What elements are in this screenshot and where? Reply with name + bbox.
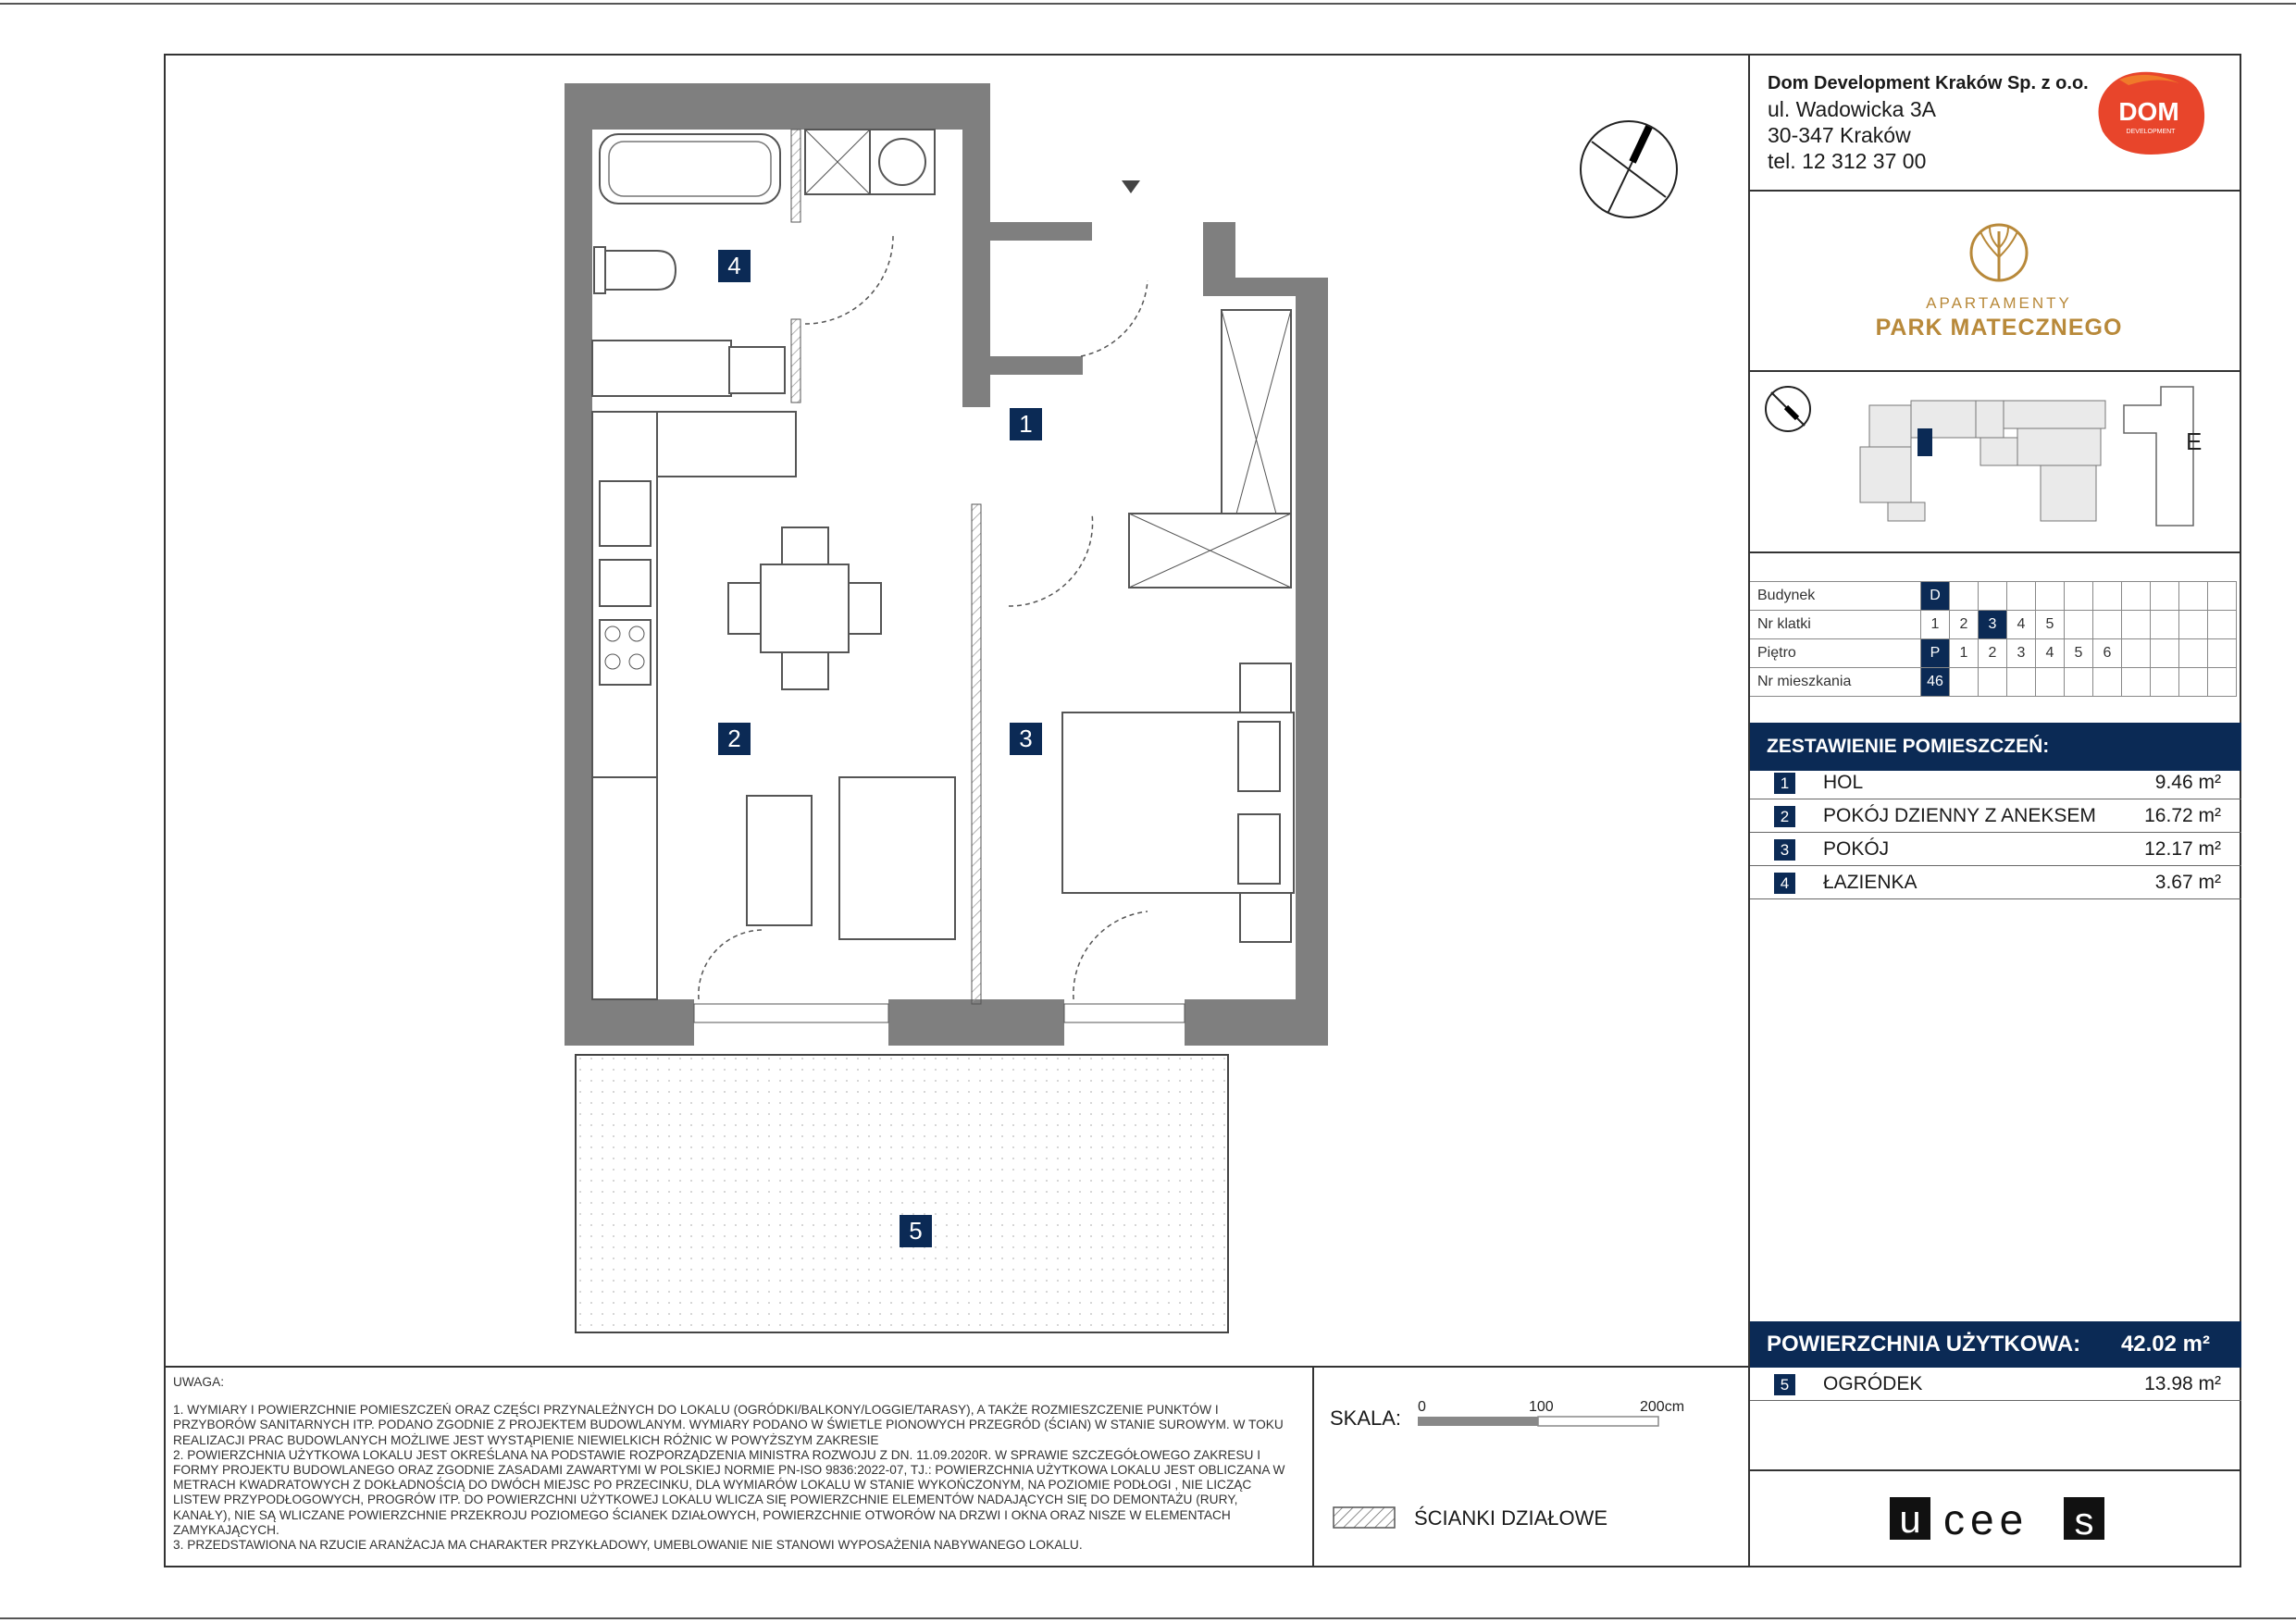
- grid-cell: 46: [1921, 668, 1950, 697]
- sofa: [839, 777, 955, 939]
- note-1: 1. WYMIARY I POWIERZCHNIE POMIESZCZEŃ ORAZ CZĘŚCI PRZYNALEŻNYCH DO LOKALU (OGRÓDKI/BALKONY/LOGGIE/TARASY), A TAKŻE ROZMIESZCZENIE PUNKTÓW I PRZYBORÓW SANITARNYCH ITP. PODANO ZGODNIE Z PROJEKTEM BUDOWLANYM. WYMIARY PODANO W ŚWIETLE PIONOWYCH PRZEGRÓD (ŚCIAN) W STANIE SUROWYM. W TOKU REALIZACJI PRAC BUDOWLANYCH MOŻLIWE JEST WYSTĄPIENIE NIEWIELKICH RÓŻNIC W POWYŻSZYM ZAKRESIE: [173, 1403, 1284, 1447]
- grid-row-klatka: [1750, 611, 2237, 639]
- tree-icon: [1869, 211, 2128, 294]
- dom-logo-text: DOM: [2118, 97, 2179, 126]
- balcony-door: [1064, 1004, 1185, 1022]
- room-area: 12.17 m²: [2144, 838, 2221, 860]
- room-area: 16.72 m²: [2144, 805, 2221, 826]
- plan-label-4: 4: [718, 250, 751, 282]
- garden-area: [576, 1055, 1228, 1332]
- grid-cell: D: [1921, 582, 1950, 611]
- notes: [173, 1375, 1297, 1553]
- svg-text:u: u: [1899, 1497, 1921, 1541]
- svg-text:cee: cee: [1943, 1495, 2029, 1543]
- company-name: Dom Development Kraków Sp. z o.o.: [1768, 73, 2089, 93]
- grid-row-budynek: [1750, 582, 2237, 611]
- room-num: 3: [1774, 839, 1795, 861]
- north-arrow-icon: [1573, 116, 1684, 227]
- plan-label-2: 2: [718, 723, 751, 755]
- plan-label-5: 5: [900, 1215, 932, 1247]
- total-area: [1750, 1321, 2241, 1368]
- room-num: 2: [1774, 806, 1795, 827]
- grid-row-pietro: [1750, 639, 2237, 668]
- scale-bar: [1407, 1395, 1703, 1442]
- divider: [1312, 1366, 1314, 1567]
- grid-cell: 3: [1979, 611, 2007, 639]
- divider: [1750, 551, 2241, 553]
- total-value: 42.02 m²: [2120, 1332, 2210, 1357]
- rooms-heading: ZESTAWIENIE POMIESZCZEŃ:: [1750, 723, 2241, 771]
- grid-cell: 1: [1921, 611, 1950, 639]
- keyplan-building-label: E: [2186, 427, 2203, 455]
- grid-cell: 2: [1979, 639, 2007, 668]
- ucees-logo: [1888, 1493, 2110, 1545]
- room-num: 5: [1774, 1374, 1795, 1395]
- toilet-icon: [594, 247, 605, 293]
- project-line1: APARTAMENTY: [1926, 294, 2072, 312]
- grid-label: Nr mieszkania: [1750, 668, 1921, 697]
- svg-text:s: s: [2074, 1499, 2094, 1542]
- room-area: 3.67 m²: [2154, 872, 2221, 893]
- grid-cell: 4: [2007, 611, 2036, 639]
- microwave-icon: [600, 560, 651, 606]
- dom-development-logo: [2091, 67, 2210, 159]
- key-plan: [1758, 378, 2240, 544]
- room-row: [1750, 866, 2241, 899]
- project-line2: PARK MATECZNEGO: [1875, 315, 2123, 341]
- room-row: [1750, 799, 2241, 833]
- room-name: POKÓJ DZIENNY Z ANEKSEM: [1823, 805, 2096, 826]
- note-3: 3. PRZEDSTAWIONA NA RZUCIE ARANŻACJA MA CHARAKTER PRZYKŁADOWY, UMEBLOWANIE NIE STANOWI WYPOSAŻENIA NABYWANEGO LOKALU.: [173, 1538, 1083, 1553]
- room-name: OGRÓDEK: [1823, 1373, 1923, 1394]
- plan-label-1: 1: [1010, 408, 1042, 440]
- grid-label: Piętro: [1750, 639, 1921, 668]
- top-rule: [0, 3, 2296, 5]
- company-street: ul. Wadowicka 3A: [1768, 97, 1936, 121]
- scale-label: SKALA:: [1330, 1406, 1402, 1430]
- room-num: 1: [1774, 773, 1795, 794]
- partition-hatch-icon: [1333, 1506, 1397, 1530]
- entrance-marker-icon: [1122, 180, 1140, 193]
- grid-label: Nr klatki: [1750, 611, 1921, 639]
- selected-unit-marker: [1917, 428, 1932, 456]
- dom-logo-sub: DEVELOPMENT: [2126, 129, 2176, 135]
- project-logo: [1869, 211, 2128, 350]
- room-num: 4: [1774, 873, 1795, 894]
- divider: [1750, 1469, 2241, 1471]
- unit-info-grid: [1750, 581, 2237, 697]
- grid-cell: 5: [2065, 639, 2093, 668]
- company-phone: tel. 12 312 37 00: [1768, 149, 1927, 173]
- kitchen-sink-icon: [600, 481, 651, 546]
- room-row: [1750, 766, 2241, 799]
- room-name: POKÓJ: [1823, 838, 1890, 860]
- divider: [164, 1366, 1748, 1368]
- notes-title: UWAGA:: [173, 1375, 225, 1389]
- svg-text:0: 0: [1418, 1399, 1426, 1415]
- grid-cell: 4: [2036, 639, 2065, 668]
- total-label: POWIERZCHNIA UŻYTKOWA:: [1767, 1332, 2081, 1357]
- grid-cell: 3: [2007, 639, 2036, 668]
- room-area: 13.98 m²: [2144, 1373, 2221, 1394]
- grid-label: Budynek: [1750, 582, 1921, 611]
- divider: [1750, 370, 2241, 372]
- coffee-table: [747, 796, 812, 925]
- grid-cell: 1: [1950, 639, 1979, 668]
- plan-label-3: 3: [1010, 723, 1042, 755]
- balcony-door: [694, 1004, 888, 1022]
- company-info: [1768, 70, 2089, 174]
- dining-table: [761, 564, 849, 652]
- legend-label: ŚCIANKI DZIAŁOWE: [1414, 1506, 1608, 1530]
- room-name: ŁAZIENKA: [1823, 872, 1917, 893]
- divider: [1750, 190, 2241, 192]
- company-city: 30-347 Kraków: [1768, 123, 1911, 147]
- wardrobe: [592, 777, 657, 999]
- grid-cell: 5: [2036, 611, 2065, 639]
- room-name: HOL: [1823, 772, 1864, 793]
- grid-cell: P: [1921, 639, 1950, 668]
- svg-text:200cm: 200cm: [1640, 1399, 1685, 1415]
- sink-icon: [729, 347, 785, 393]
- ucees-text: ucees: [1888, 1493, 1891, 1494]
- note-2: 2. POWIERZCHNIA UŻYTKOWA LOKALU JEST OKREŚLANA NA PODSTAWIE ROZPORZĄDZENIA MINISTRA ROZWOJU Z DN. 11.09.2020R. W SPRAWIE SZCZEGÓŁOWEGO ZAKRESU I FORMY PROJEKTU BUDOWLANEGO ORAZ ZGODNIE ZASADAMI ZAWARTYMI W POLSKIEJ NORMIE PN-ISO 9836:2022-07, TJ.: POWIERZCHNIA UŻYTKOWA LOKALU JEST OBLICZANA W METRACH KWADRATOWYCH Z DOKŁADNOŚCIĄ DO DWÓCH MIEJSC PO PRZECINKU, DLA WYMIARÓW LOKALU W STANIE WYKOŃCZONYM, NA POZIOMIE PODŁOGI , NIE LICZĄC LISTEW PRZYPODŁOGOWYCH, PROGRÓW ITP. DO POWIERZCHNI UŻYTKOWEJ LOKALU WLICZA SIĘ POWIERZCHNIE ELEMENTÓW NADAJĄCYCH SIĘ DO DEMONTAŻU (RURY, KANAŁY), NIE SĄ WLICZANE POWIERZCHNIE PRZEKROJU POZIOMEGO ŚCIANEK DZIAŁOWYCH, POWIERZCHNIE OTWORÓW NA DRZWI I OKNA ORAZ NISZE W ELEMENTACH ZAMYKAJĄCYCH.: [173, 1447, 1285, 1537]
- grid-cell: 6: [2093, 639, 2122, 668]
- grid-cell: 2: [1950, 611, 1979, 639]
- svg-text:100: 100: [1529, 1399, 1554, 1415]
- grid-row-mieszkanie: [1750, 668, 2237, 697]
- room-row: [1750, 833, 2241, 866]
- floor-plan: [555, 79, 1351, 1346]
- bottom-rule: [0, 1617, 2296, 1619]
- garden-row: [1750, 1368, 2241, 1401]
- room-area: 9.46 m²: [2154, 772, 2221, 793]
- partition-wall: [972, 504, 981, 1004]
